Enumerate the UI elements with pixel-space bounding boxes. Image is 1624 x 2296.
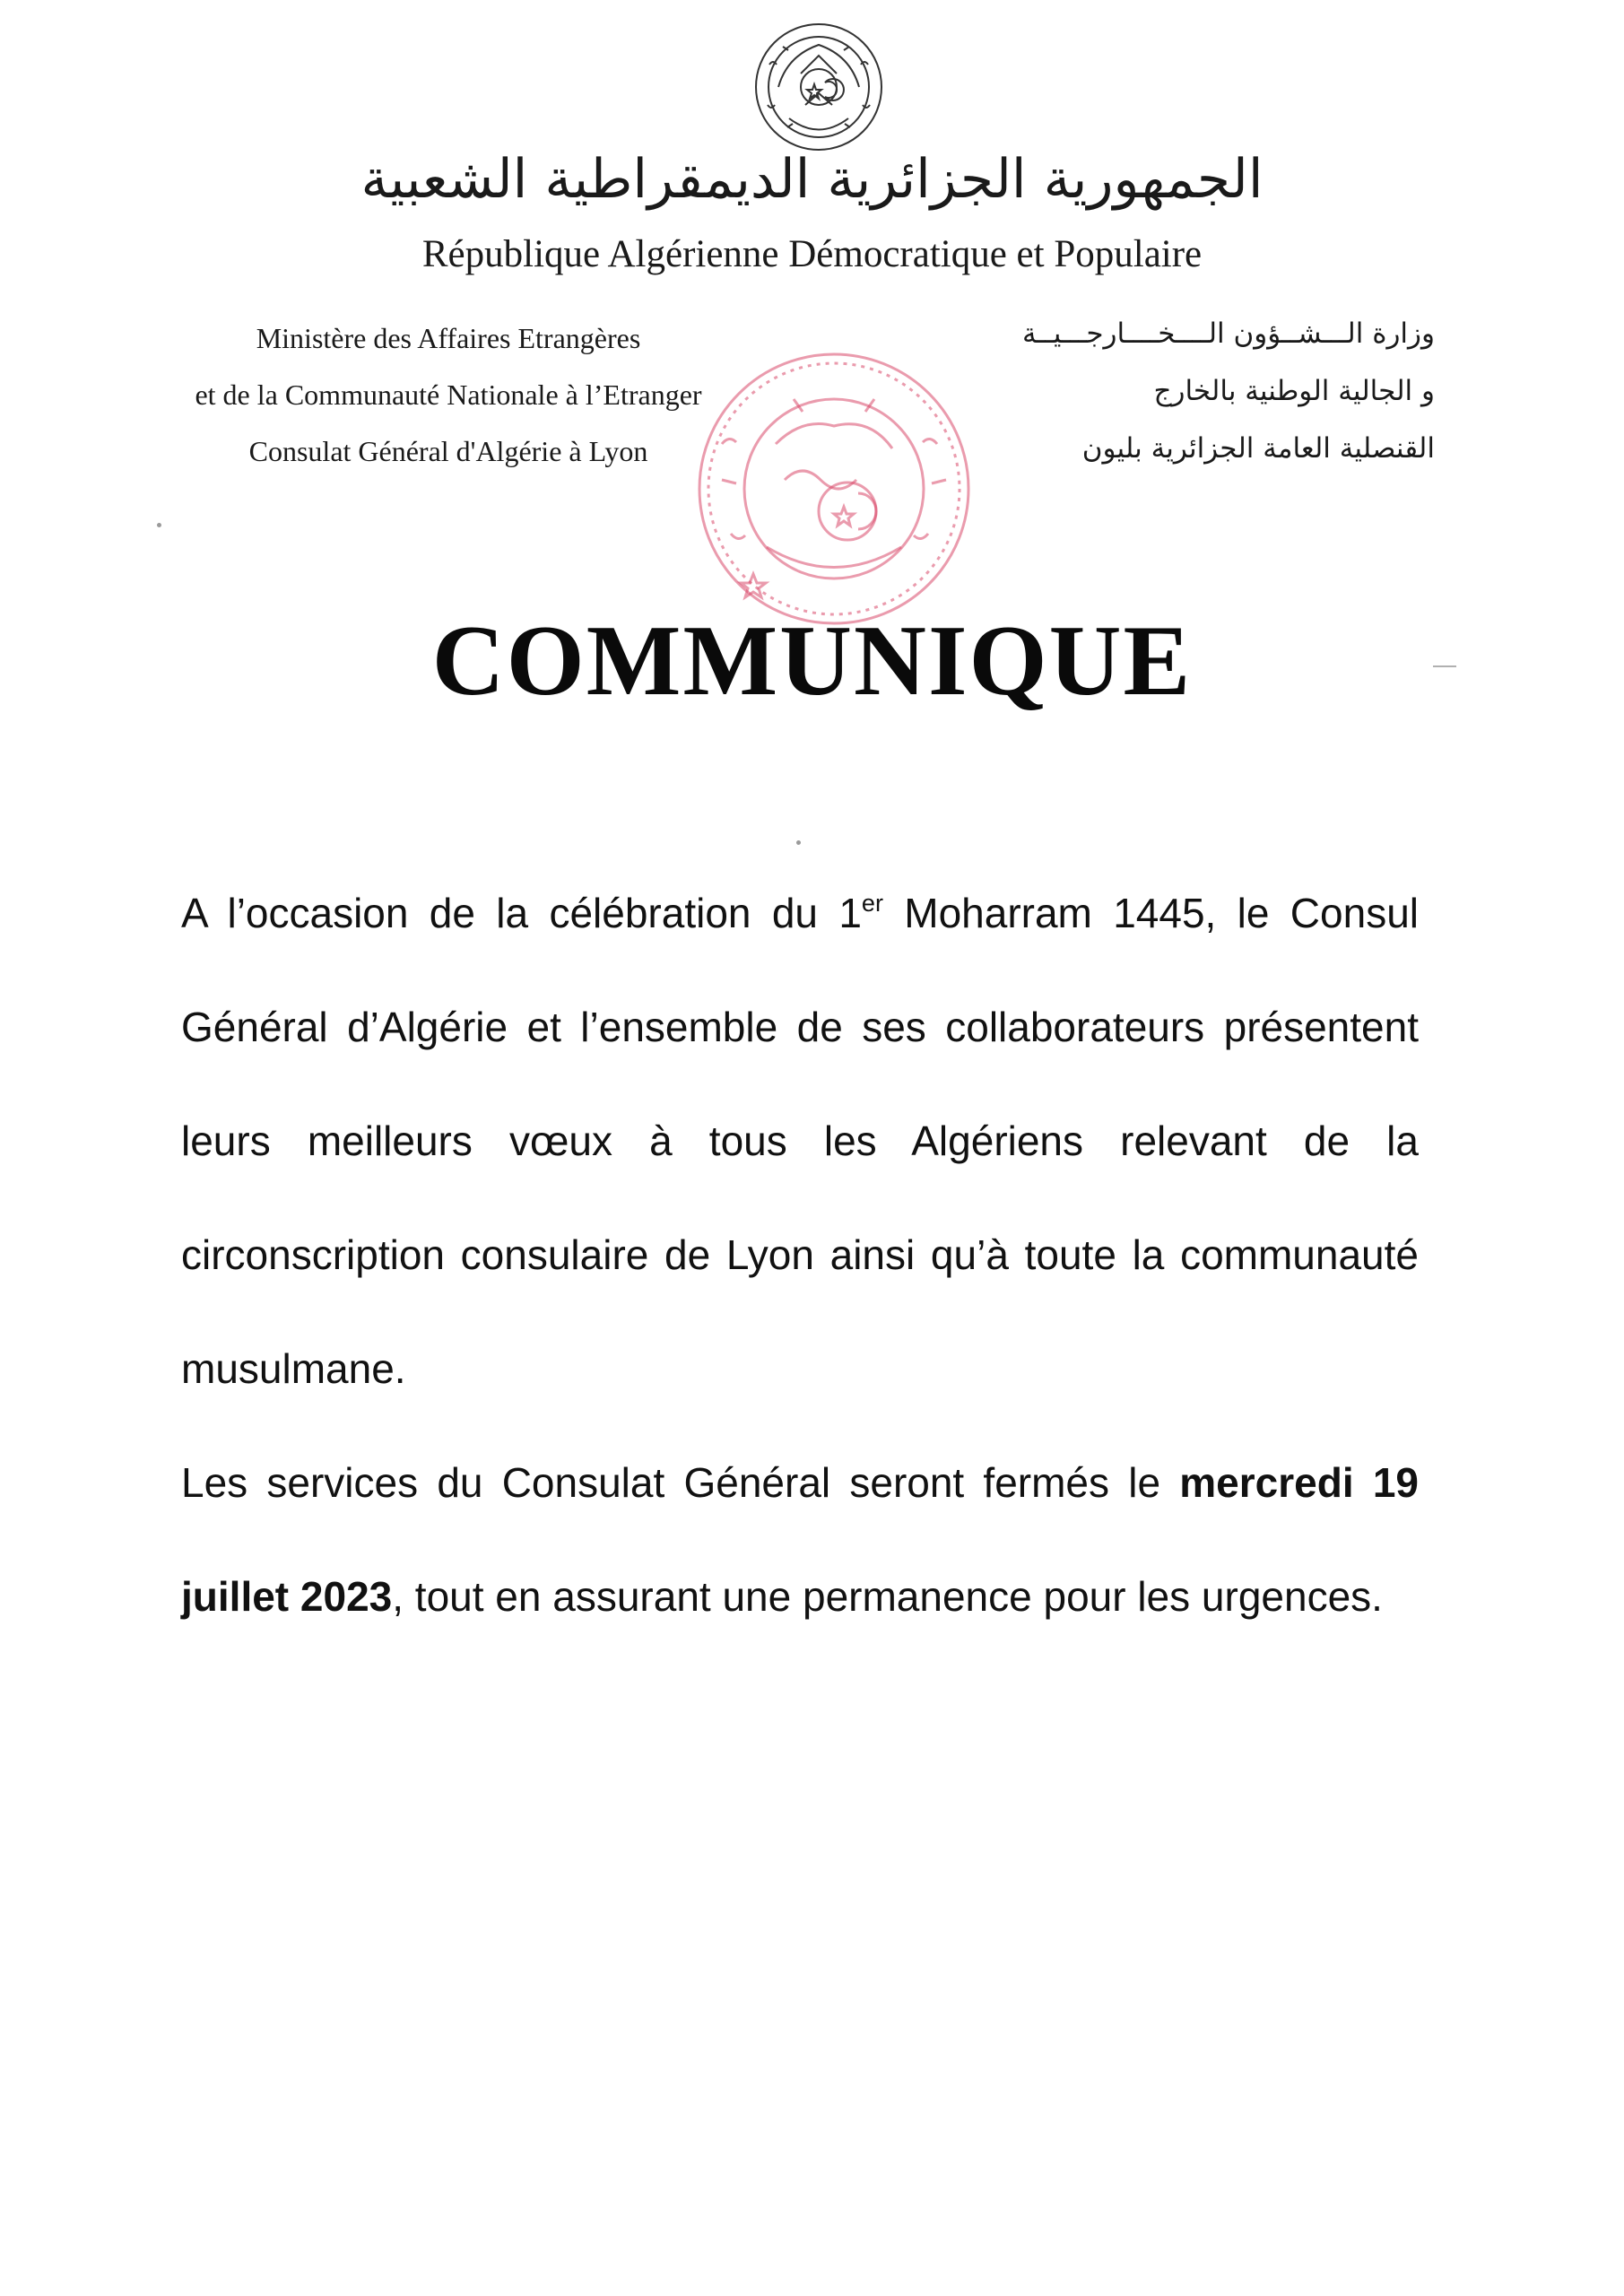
p1-text-start: A l’occasion de la célébration du 1 bbox=[181, 890, 862, 936]
p1-superscript: er bbox=[861, 890, 883, 917]
communique-heading: COMMUNIQUE bbox=[431, 605, 1193, 717]
scan-speck bbox=[157, 523, 161, 527]
arabic-republic-title: الجمهورية الجزائرية الديمقراطية الشعبية bbox=[360, 148, 1264, 211]
closure-date: mercredi 19 juillet 2023 bbox=[181, 1459, 1420, 1620]
ministry-fr-line-1: Ministère des Affaires Etrangères bbox=[256, 322, 641, 354]
p2-text-end: , tout en assurant une permanence pour les urgences. bbox=[392, 1573, 1383, 1620]
scan-speck bbox=[796, 840, 801, 845]
communique-body bbox=[181, 857, 1419, 1654]
ministry-fr-line-3: Consulat Général d'Algérie à Lyon bbox=[248, 435, 648, 467]
p2-text-start: Les services du Consulat Général seront fermés le bbox=[181, 1459, 1161, 1506]
ministry-fr-line-2: et de la Communauté Nationale à l’Etranger bbox=[195, 378, 702, 411]
scan-mark bbox=[1433, 665, 1456, 667]
body-paragraph-2 bbox=[181, 1426, 1419, 1654]
national-emblem-seal-icon bbox=[751, 20, 886, 154]
ministry-ar-line-3: القنصلية العامة الجزائرية بليون bbox=[1081, 432, 1435, 465]
consulate-ink-stamp-icon bbox=[668, 345, 1000, 632]
ministry-block-french bbox=[143, 310, 753, 480]
french-republic-title: République Algérienne Démocratique et Populaire bbox=[421, 233, 1203, 275]
ministry-block-arabic bbox=[968, 305, 1435, 477]
body-paragraph-1 bbox=[181, 857, 1419, 1426]
ministry-ar-line-1: وزارة الـــشــؤون الــــخــــارجـــيــة bbox=[1021, 317, 1435, 350]
p1-text-end: Moharram 1445, le Consul Général d’Algérie et l’ensemble de ses collaborateurs présentent leurs meilleurs vœux à tous les Algériens relevant de la circonscription consulaire de Lyon ainsi qu’à toute la communauté musulmane. bbox=[181, 890, 1419, 1392]
ministry-ar-line-2: و الجالية الوطنية بالخارج bbox=[1153, 375, 1435, 407]
